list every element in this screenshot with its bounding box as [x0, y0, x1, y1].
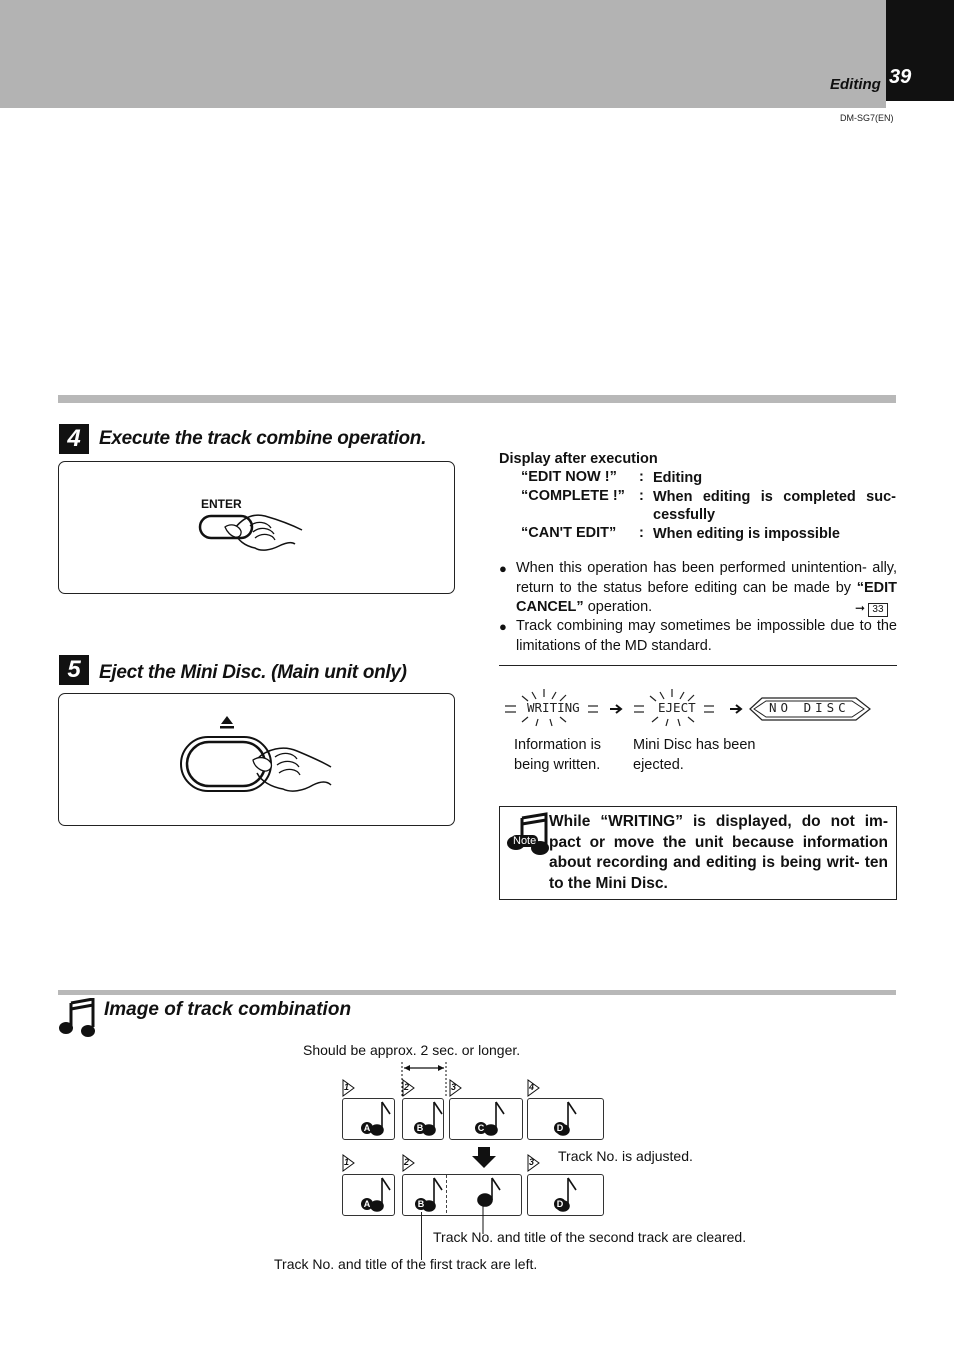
display-sep: : [639, 524, 644, 541]
divider-line [499, 665, 897, 666]
bullet-tail: operation. [587, 599, 653, 615]
caption-eject: Mini Disc has been ejected. [633, 737, 756, 773]
track-marker-flags-2 [340, 1153, 540, 1173]
arrow-right-icon: ➞ [855, 601, 866, 615]
edit-cancel-label: “EDIT CANCEL” [516, 579, 897, 615]
duration-note: Should be approx. 2 sec. or longer. [303, 1042, 521, 1058]
track-number: 4 [529, 1082, 535, 1092]
display-sep: : [639, 469, 644, 485]
track-label: C [475, 1122, 487, 1134]
model-code: DM-SG7(EN) [840, 113, 894, 123]
display-value: When editing is completed suc- cessfully [653, 488, 896, 523]
track-label: B [415, 1198, 427, 1210]
track-number: 3 [529, 1157, 535, 1167]
lcd-eject: EJECT [658, 700, 696, 715]
track-label: A [361, 1198, 373, 1210]
display-sep: : [639, 487, 644, 504]
leader-line [421, 1212, 422, 1260]
track-number: 3 [451, 1082, 457, 1092]
image-section-title: Image of track combination [104, 999, 352, 1020]
step-5-number: 5 [59, 655, 89, 685]
track-label: D [554, 1198, 566, 1210]
bullet-text: Track combining may sometimes be impossible due to the limitations of the MD standard. [516, 618, 897, 654]
section-rule [58, 395, 896, 403]
track-marker-flags [340, 1078, 540, 1098]
track-number: 1 [344, 1082, 350, 1092]
page-ref [855, 599, 888, 619]
music-note-icon [59, 998, 97, 1038]
display-key: “EDIT NOW !” [521, 469, 617, 485]
track-note-icons-2 [360, 1176, 620, 1236]
track-number: 1 [344, 1157, 350, 1167]
page-number: 39 [889, 66, 912, 88]
section-rule-2 [58, 990, 896, 995]
track-label: B [414, 1122, 426, 1134]
display-heading: Display after execution [499, 451, 658, 467]
lcd-writing: WRITING [527, 700, 580, 715]
bullet-edit-cancel [499, 559, 897, 618]
track-note-icons [360, 1100, 620, 1138]
step-4-title: Execute the track combine operation. [99, 428, 427, 449]
display-value: Editing [653, 470, 703, 486]
left-note: Track No. and title of the first track are left. [274, 1256, 538, 1272]
header-band [0, 0, 886, 108]
bullet-dot-icon: ● [499, 561, 507, 576]
display-row-complete [499, 488, 897, 525]
adjusted-note: Track No. is adjusted. [558, 1148, 693, 1164]
display-value: When editing is impossible [653, 525, 840, 542]
display-row-cant-edit [499, 525, 897, 544]
track-number: 2 [404, 1082, 410, 1092]
step-4-number: 4 [59, 424, 89, 454]
display-key: “COMPLETE !” [521, 487, 625, 504]
display-key: “CAN'T EDIT” [521, 524, 617, 541]
step-5-title: Eject the Mini Disc. (Main unit only) [99, 662, 407, 683]
enter-button-press-icon [195, 510, 310, 555]
bullet-text: When this operation has been performed unintention- ally, return to the status before editing can be made by [516, 560, 897, 596]
eject-button-press-icon [175, 713, 335, 813]
cleared-note: Track No. and title of the second track are cleared. [433, 1229, 747, 1245]
lcd-no-disc: NO DISC [769, 700, 850, 715]
track-label: A [361, 1122, 373, 1134]
section-label: Editing [830, 76, 881, 93]
display-row-edit-now [499, 469, 897, 488]
bullet-limitations [499, 617, 897, 656]
track-label: D [554, 1122, 566, 1134]
track-number: 2 [404, 1157, 410, 1167]
display-after-execution [499, 450, 897, 543]
page-ref-number: 33 [868, 603, 887, 617]
note-label: Note [513, 835, 537, 847]
bullet-dot-icon: ● [499, 619, 507, 634]
caption-writing: Information is being written. [514, 737, 602, 773]
enter-label: ENTER [201, 497, 242, 511]
note-text: While “WRITING” is displayed, do not im- pact or move the unit because information about recording and editing is being writ- ten to the Mini Disc. [549, 813, 888, 892]
